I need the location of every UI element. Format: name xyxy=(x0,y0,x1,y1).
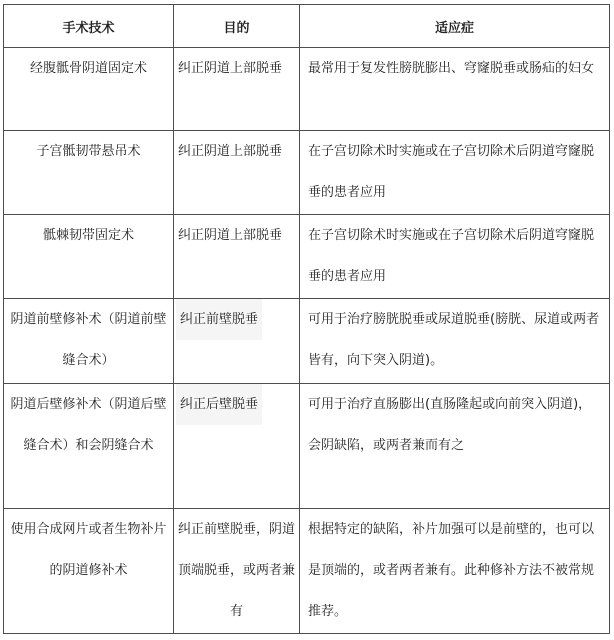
indication-cell: 在子宫切除术时实施或在子宫切除术后阴道穹窿脱垂的患者应用 xyxy=(300,131,610,215)
indication-cell: 根据特定的缺陷，补片加强可以是前壁的，也可以是顶端的，或者两者兼有。此种修补方法不被常规推荐。 xyxy=(300,509,610,634)
technique-cell: 骶棘韧带固定术 xyxy=(4,215,174,299)
header-indication: 适应症 xyxy=(300,5,610,48)
purpose-cell xyxy=(174,384,300,509)
surgery-table xyxy=(3,4,610,634)
purpose-text: 纠正后壁脱垂 xyxy=(176,384,262,425)
indication-cell: 最常用于复发性膀胱膨出、穹窿脱垂或肠疝的妇女 xyxy=(300,48,610,131)
technique-cell: 使用合成网片或者生物补片的阴道修补术 xyxy=(4,509,174,634)
technique-cell: 子宫骶韧带悬吊术 xyxy=(4,131,174,215)
table-header-row xyxy=(4,5,610,48)
table-row xyxy=(4,48,610,131)
technique-cell: 阴道后壁修补术（阴道后壁缝合术）和会阴缝合术 xyxy=(4,384,174,509)
table-row xyxy=(4,384,610,509)
header-purpose: 目的 xyxy=(174,5,300,48)
header-technique: 手术技术 xyxy=(4,5,174,48)
table-row xyxy=(4,215,610,299)
table-row xyxy=(4,131,610,215)
table-row xyxy=(4,509,610,634)
technique-cell: 经腹骶骨阴道固定术 xyxy=(4,48,174,131)
technique-cell: 阴道前壁修补术（阴道前壁缝合术） xyxy=(4,299,174,384)
indication-cell: 在子宫切除术时实施或在子宫切除术后阴道穹窿脱垂的患者应用 xyxy=(300,215,610,299)
purpose-text: 纠正前壁脱垂 xyxy=(176,299,262,340)
purpose-cell xyxy=(174,299,300,384)
purpose-cell: 纠正前壁脱垂，阴道顶端脱垂，或两者兼有 xyxy=(174,509,300,634)
purpose-cell: 纠正阴道上部脱垂 xyxy=(174,48,300,131)
indication-cell: 可用于治疗直肠膨出(直肠隆起或向前突入阴道)，会阴缺陷，或两者兼而有之 xyxy=(300,384,610,509)
indication-cell: 可用于治疗膀胱脱垂或尿道脱垂(膀胱、尿道或两者皆有，向下突入阴道)。 xyxy=(300,299,610,384)
purpose-cell: 纠正阴道上部脱垂 xyxy=(174,215,300,299)
table-row xyxy=(4,299,610,384)
purpose-cell: 纠正阴道上部脱垂 xyxy=(174,131,300,215)
